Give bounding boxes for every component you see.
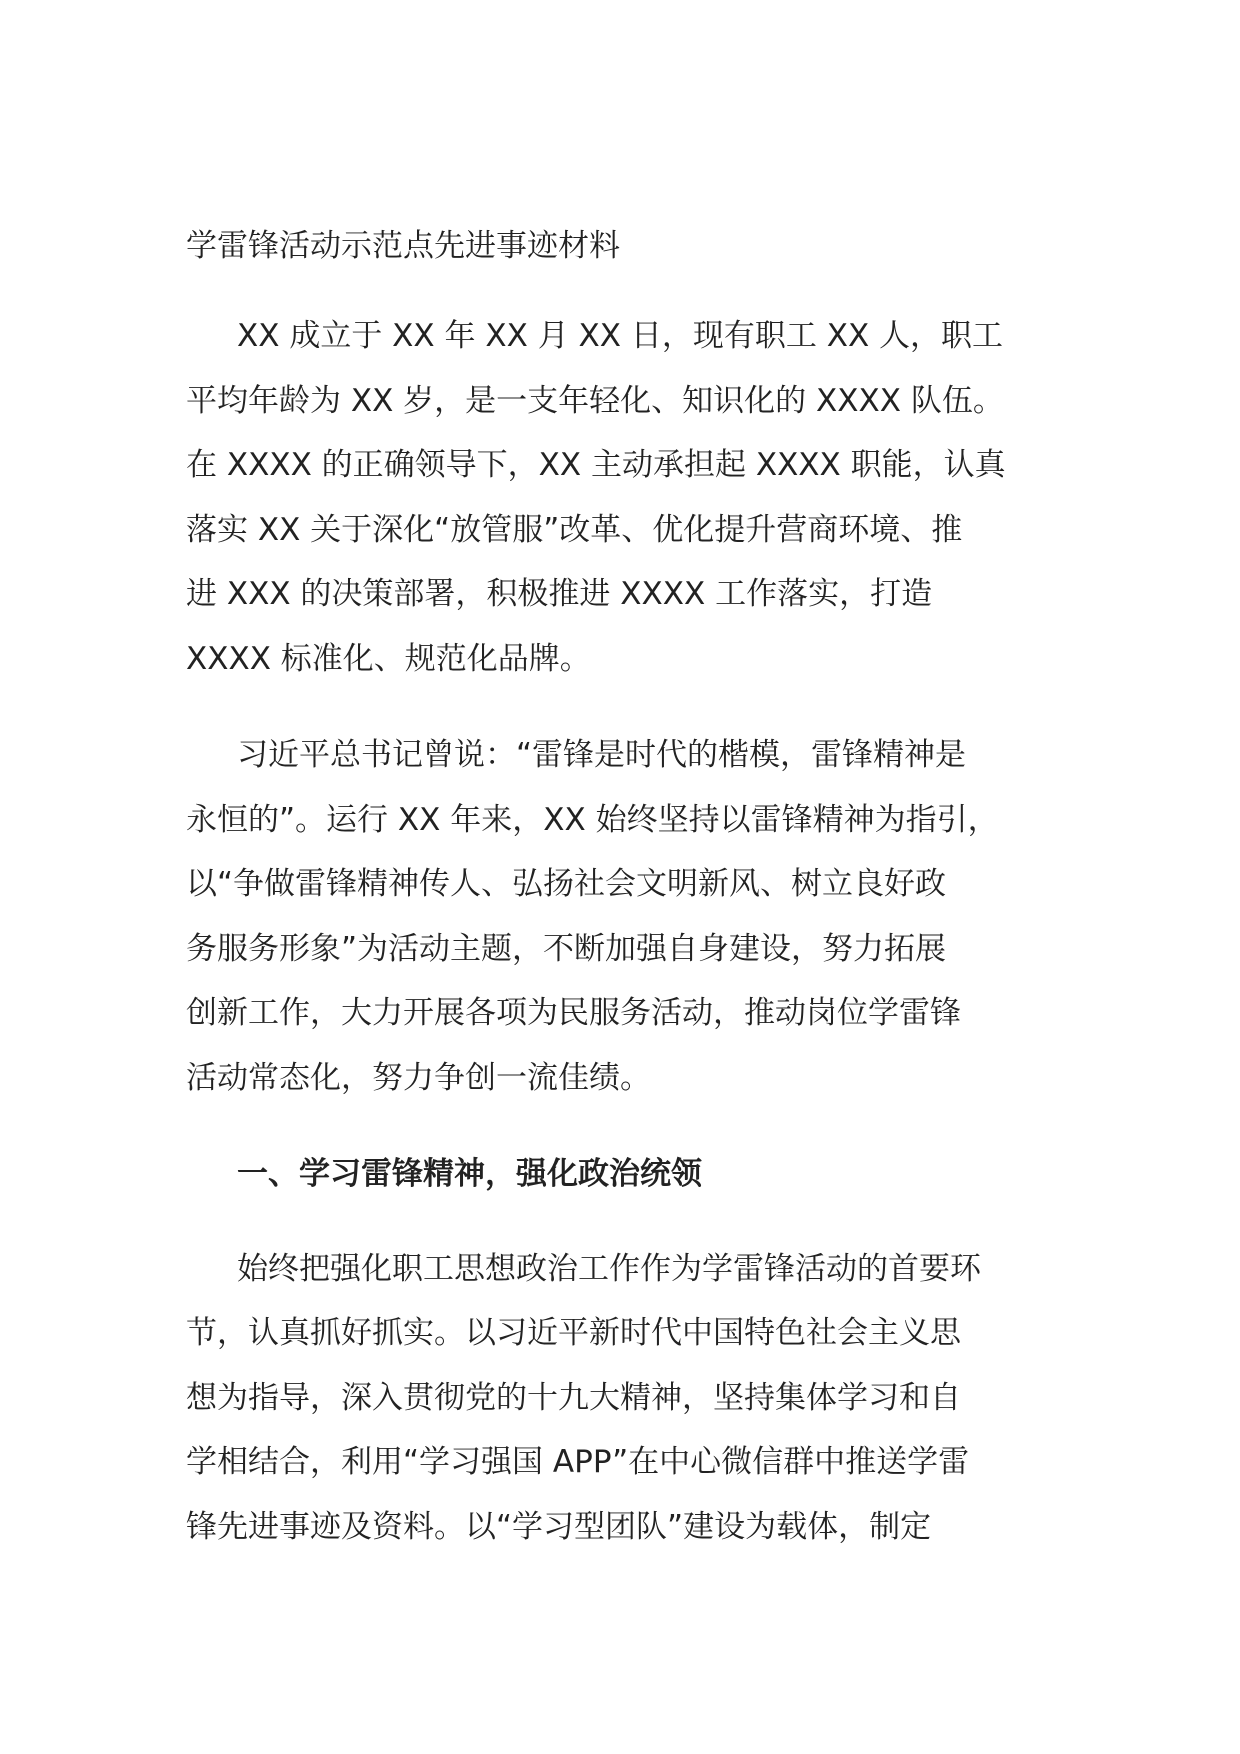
paragraph-line: 在 XXXX 的正确领导下，XX 主动承担起 XXXX 职能，认真 <box>186 447 1006 483</box>
paragraph-line: 创新工作，大力开展各项为民服务活动，推动岗位学雷锋 <box>186 995 961 1031</box>
paragraph-line: 平均年龄为 XX 岁，是一支年轻化、知识化的 XXXX 队伍。 <box>186 382 1004 419</box>
paragraph-line: 落实 XX 关于深化“放管服”改革、优化提升营商环境、推 <box>186 511 963 548</box>
paragraph-line: 节，认真抓好抓实。以习近平新时代中国特色社会主义思 <box>186 1315 961 1351</box>
document-title: 学雷锋活动示范点先进事迹材料 <box>186 228 620 264</box>
paragraph-line: 习近平总书记曾说：“雷锋是时代的楷模，雷锋精神是 <box>237 737 967 773</box>
paragraph-line: 锋先进事迹及资料。以“学习型团队”建设为载体，制定 <box>186 1508 932 1545</box>
paragraph-line: 学相结合，利用“学习强国 APP”在中心微信群中推送学雷 <box>186 1444 970 1480</box>
paragraph-line: 务服务形象”为活动主题，不断加强自身建设，努力拓展 <box>186 930 947 967</box>
paragraph-line: 以“争做雷锋精神传人、弘扬社会文明新风、树立良好政 <box>186 866 947 902</box>
section-heading: 一、学习雷锋精神，强化政治统领 <box>237 1156 702 1192</box>
paragraph-intro <box>186 304 1056 691</box>
document-body <box>186 218 1056 1591</box>
paragraph-line: 进 XXX 的决策部署，积极推进 XXXX 工作落实，打造 <box>186 576 933 612</box>
paragraph-line: 活动常态化，努力争创一流佳绩。 <box>186 1059 651 1096</box>
paragraph-line: 始终把强化职工思想政治工作作为学雷锋活动的首要环 <box>237 1250 981 1287</box>
paragraph-line: XXXX 标准化、规范化品牌。 <box>186 640 591 677</box>
paragraph-line: XX 成立于 XX 年 XX 月 XX 日，现有职工 XX 人，职工 <box>237 318 1004 354</box>
paragraph-line: 永恒的”。运行 XX 年来，XX 始终坚持以雷锋精神为指引， <box>186 801 999 838</box>
paragraph-quote <box>186 723 1056 1110</box>
paragraph-line: 想为指导，深入贯彻党的十九大精神，坚持集体学习和自 <box>186 1379 961 1416</box>
paragraph-section-one <box>186 1237 1056 1560</box>
